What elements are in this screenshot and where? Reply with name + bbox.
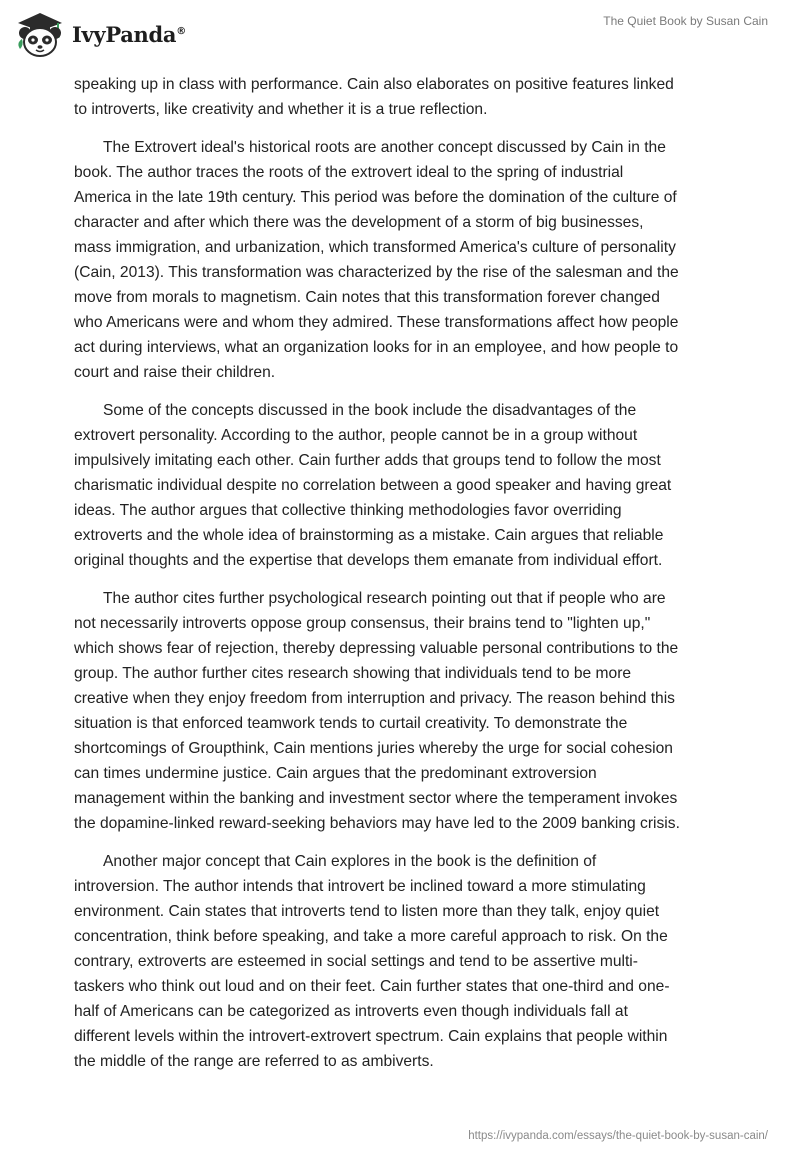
- registered-mark: ®: [176, 25, 186, 37]
- document-title: The Quiet Book by Susan Cain: [603, 14, 768, 28]
- paragraph-3: Some of the concepts discussed in the book include the disadvantages of the extrovert personality. According to the author, people cannot be in a group without impulsively imitating each other. Cain further adds that groups tend to follow the most charismatic individual despite no correlation between a good speaker and having great ideas. The author argues that collective thinking methodologies favor overriding extroverts and the whole idea of brainstorming as a mistake. Cain argues that reliable original thoughts and the expertise that develops them emanate from individual effort.: [74, 402, 672, 569]
- paragraph-1: speaking up in class with performance. Cain also elaborates on positive features linked to introverts, like creativity and whether it is a true reflection.: [74, 76, 674, 118]
- paragraph-2: The Extrovert ideal's historical roots are another concept discussed by Cain in the book. The author traces the roots of the extrovert ideal to the spring of industrial America in the late 19th century. This period was before the domination of the culture of character and after which there was the development of a storm of big businesses, mass immigration, and urbanization, which transformed America's culture of personality (Cain, 2013). This transformation was characterized by the rise of the salesman and the move from morals to magnetism. Cain notes that this transformation forever changed who Americans were and whom they admired. These transformations affect how people act during interviews, what an organization looks for in an employee, and how people to court and raise their children.: [74, 139, 679, 381]
- source-url-link[interactable]: https://ivypanda.com/essays/the-quiet-book-by-susan-cain/: [468, 1130, 768, 1142]
- brand-name: IvyPanda®: [72, 21, 186, 47]
- page-header: [0, 0, 800, 70]
- ivypanda-logo[interactable]: [14, 8, 186, 60]
- paragraph-4: The author cites further psychological research pointing out that if people who are not necessarily introverts oppose group consensus, their brains tend to "lighten up," which shows fear of rejection, thereby depressing valuable personal contributions to the group. The author further cites research showing that individuals tend to be more creative when they enjoy freedom from interruption and privacy. The reason behind this situation is that enforced teamwork tends to curtail creativity. To demonstrate the shortcomings of Groupthink, Cain mentions juries whereby the urge for social cohesion can times undermine justice. Cain argues that the predominant extroversion management within the banking and investment sector where the temperament invokes the dopamine-linked reward-seeking behaviors may have led to the 2009 banking crisis.: [74, 590, 680, 832]
- panda-graduation-icon: [14, 9, 66, 59]
- essay-body: [74, 72, 734, 1087]
- paragraph-5: Another major concept that Cain explores in the book is the definition of introversion. The author intends that introvert be inclined toward a more stimulating environment. Cain states that introverts tend to listen more than they talk, enjoy quiet concentration, think before speaking, and take a more careful approach to risk. On the contrary, extroverts are esteemed in social settings and tend to be assertive multi- taskers who think out loud and on their feet. Cain further states that one-third and one- half of Americans can be categorized as introverts even though individuals fall at different levels within the introvert-extrovert spectrum. Cain explains that people within the middle of the range are referred to as ambiverts.: [74, 853, 670, 1070]
